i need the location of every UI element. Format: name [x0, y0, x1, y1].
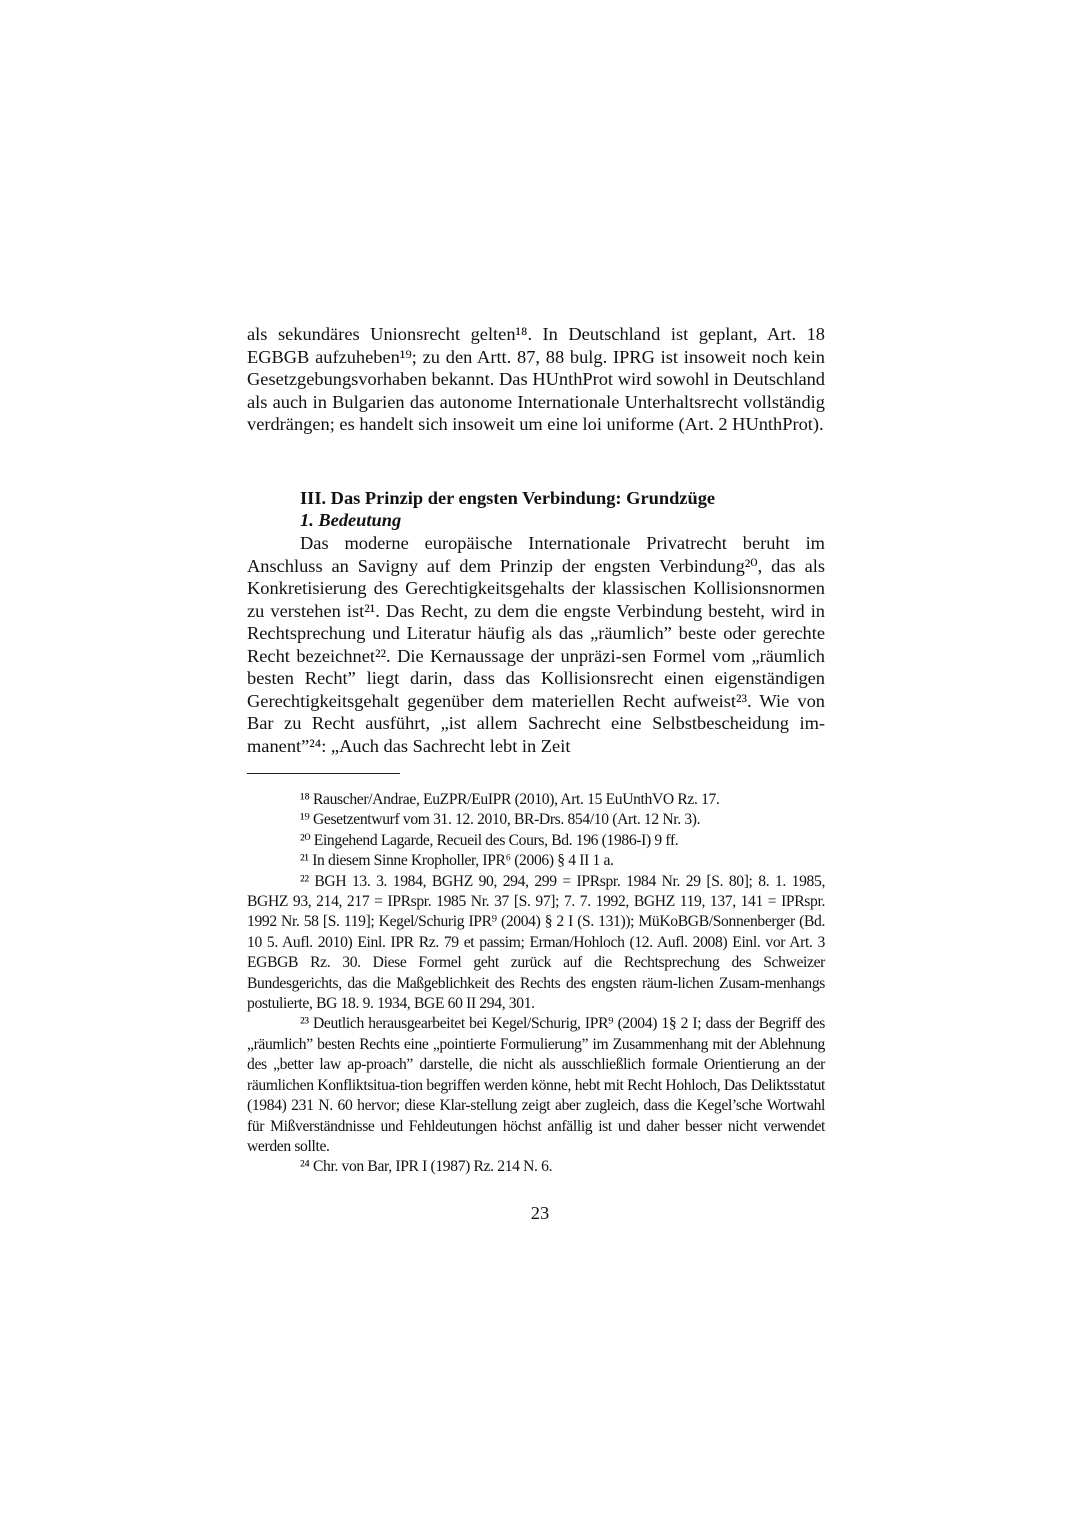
paragraph-text: als sekundäres Unionsrecht gelten¹⁸. In Deutschland ist geplant, Art. 18 EGBGB aufzuheben¹⁹; zu den Artt. 87, 88 bulg. IPRG ist insoweit noch kein Gesetzgebungsvorhaben bekannt. Das HUnthProt wird sowohl in Deutschland als auch in Bulgarien das autonome Internationale Unterhaltsrecht vollständig verdrängen; es handelt sich insoweit um eine loi uniforme (Art. 2 HUnthProt). — [247, 324, 825, 434]
footnote-23: ²³ Deutlich herausgearbeitet bei Kegel/Schurig, IPR⁹ (2004) 1§ 2 I; dass der Begriff des „räumlich” besten Rechts eine „pointierte Formulierung” im Zusammenhang mit der Ablehnung des „better law ap-proach” darstelle, die nicht als ausschließlich formale Orientierung an der räumlichen Konfliktsitua-tion begriffen werden könne, hebt mit Recht Hohloch, Das Deliktsstatut (1984) 231 N. 60 hervor; diese Klar-stellung zeigt aber zugleich, dass die Kegel’sche Wortwahl für Mißverständnisse und Fehldeutungen höchst anfällig ist und daher besser nicht verwendet werden sollte. — [247, 1015, 825, 1155]
footnote-19: ¹⁹ Gesetzentwurf vom 31. 12. 2010, BR-Drs. 854/10 (Art. 12 Nr. 3). — [300, 811, 701, 829]
body-paragraph-2 — [247, 532, 825, 757]
footnotes — [247, 790, 825, 1178]
subsection-heading: 1. Bedeutung — [300, 510, 402, 530]
footnote-22: ²² BGH 13. 3. 1984, BGHZ 90, 294, 299 = IPRspr. 1984 Nr. 29 [S. 80]; 8. 1. 1985, BGHZ 93, 214, 217 = IPRspr. 1985 Nr. 37 [S. 97]; 7. 7. 1992, BGHZ 119, 137, 141 = IPRspr. 1992 Nr. 58 [S. 119]; Kegel/Schurig IPR⁹ (2004) § 2 I (S. 131)); MüKoBGB/Sonnenberger (Bd. 10 5. Aufl. 2010) Einl. IPR Rz. 79 et passim; Erman/Hohloch (12. Aufl. 2008) Einl. vor Art. 3 EGBGB Rz. 30. Diese Formel geht zurück auf die Rechtsprechung des Schweizer Bundesgerichts, das die Maßgeblichkeit des Rechts des engsten räum-lichen Zusam-menhangs postulierte, BG 18. 9. 1934, BGE 60 II 294, 301. — [247, 872, 825, 1013]
footnote-separator — [247, 773, 400, 774]
footnote-20: ²⁰ Eingehend Lagarde, Recueil des Cours, Bd. 196 (1986-I) 9 ff. — [300, 831, 679, 849]
footnote-21: ²¹ In diesem Sinne Kropholler, IPR⁶ (2006) § 4 II 1 a. — [300, 852, 614, 870]
footnote-18: ¹⁸ Rauscher/Andrae, EuZPR/EuIPR (2010), Art. 15 EuUnthVO Rz. 17. — [300, 791, 720, 808]
paragraph-text: Das moderne europäische Internationale Privatrecht beruht im Anschluss an Savigny auf dem Prinzip der engsten Verbindung²⁰, das als Konkretisierung des Gerechtigkeitsgehalts der klassischen Kollisionsnormen zu verstehen ist²¹. Das Recht, zu dem die engste Verbindung besteht, wird in Rechtsprechung und Literatur häufig als das „räumlich” beste oder gerechte Recht bezeichnet²². Die Kernaussage der unpräzi-sen Formel vom „räumlich besten Recht” liegt darin, dass das Kollisionsrecht einen eigenständigen Gerechtigkeitsgehalt gegenüber dem materiellen Recht aufweist²³. Wie von Bar zu Recht ausführt, „ist allem Sachrecht eine Selbstbescheidung im-manent”²⁴: „Auch das Sachrecht lebt in Zeit — [247, 533, 825, 756]
section-heading: III. Das Prinzip der engsten Verbindung: Grundzüge — [300, 488, 716, 508]
page-number: 23 — [530, 1203, 550, 1223]
body-paragraph-1 — [247, 323, 825, 436]
footnote-24: ²⁴ Chr. von Bar, IPR I (1987) Rz. 214 N. 6. — [300, 1158, 553, 1176]
